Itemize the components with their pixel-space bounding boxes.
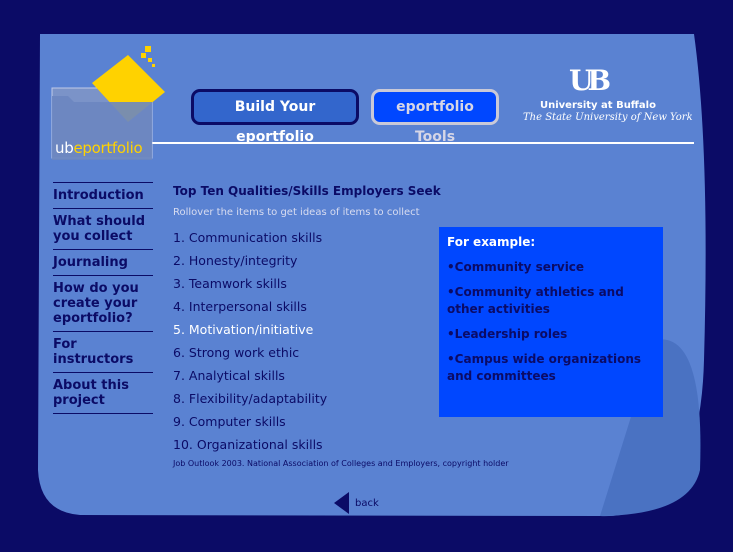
skill-item[interactable]: 3. Teamwork skills — [173, 276, 287, 291]
nav-item-what-should-you-collect[interactable]: What should you collect — [53, 208, 153, 249]
bullet-icon: • — [447, 352, 455, 366]
skill-item[interactable]: 6. Strong work ethic — [173, 345, 300, 360]
nav-item-journaling[interactable]: Journaling — [53, 249, 153, 275]
back-button[interactable] — [334, 492, 379, 514]
skill-item[interactable]: 7. Analytical skills — [173, 368, 285, 383]
skill-item[interactable]: 1. Communication skills — [173, 230, 323, 245]
logo-prefix: ub — [55, 139, 74, 157]
page-title: Top Ten Qualities/Skills Employers Seek — [173, 184, 441, 198]
skill-item[interactable]: 10. Organizational skills — [173, 437, 323, 452]
university-subtitle: The State University of New York — [523, 112, 693, 123]
nav-item-about-this-project[interactable]: About this project — [53, 372, 153, 414]
example-item: •Community athletics and other activities — [447, 285, 624, 316]
skill-item[interactable]: 4. Interpersonal skills — [173, 299, 307, 314]
logo-suffix: eportfolio — [73, 139, 143, 157]
example-item: •Campus wide organizations and committees — [447, 352, 642, 383]
bullet-icon: • — [447, 260, 455, 274]
back-label[interactable]: back — [355, 497, 379, 509]
eportfolio-tools-button[interactable]: eportfolio Tools — [371, 89, 499, 125]
back-arrow-icon[interactable] — [334, 492, 349, 514]
skill-item[interactable]: 8. Flexibility/adaptability — [173, 391, 328, 406]
page-subtitle: Rollover the items to get ideas of items to collect — [173, 207, 420, 218]
skills-list — [173, 226, 327, 456]
build-eportfolio-button[interactable]: Build Your eportfolio — [191, 89, 359, 125]
example-item: •Leadership roles — [447, 327, 568, 341]
bullet-icon: • — [447, 285, 455, 299]
nav-item-for-instructors[interactable]: For instructors — [53, 331, 153, 372]
ub-logo-mark: UB — [569, 64, 606, 97]
example-box — [439, 227, 663, 417]
bullet-icon: • — [447, 327, 455, 341]
skill-item[interactable]: 2. Honesty/integrity — [173, 253, 298, 268]
ubeportfolio-logo — [55, 139, 142, 157]
nav-item-how-do-you-create[interactable]: How do you create your eportfolio? — [53, 275, 153, 331]
university-name: University at Buffalo — [540, 100, 656, 111]
skill-item[interactable]: 9. Computer skills — [173, 414, 286, 429]
example-title: For example: — [447, 235, 536, 249]
example-item: •Community service — [447, 260, 585, 274]
source-footnote: Job Outlook 2003. National Association of Colleges and Employers, copyright holder — [173, 459, 509, 468]
nav-item-introduction[interactable]: Introduction — [53, 182, 153, 208]
skill-item[interactable]: 5. Motivation/initiative — [173, 322, 314, 337]
sidebar-nav — [53, 182, 153, 414]
